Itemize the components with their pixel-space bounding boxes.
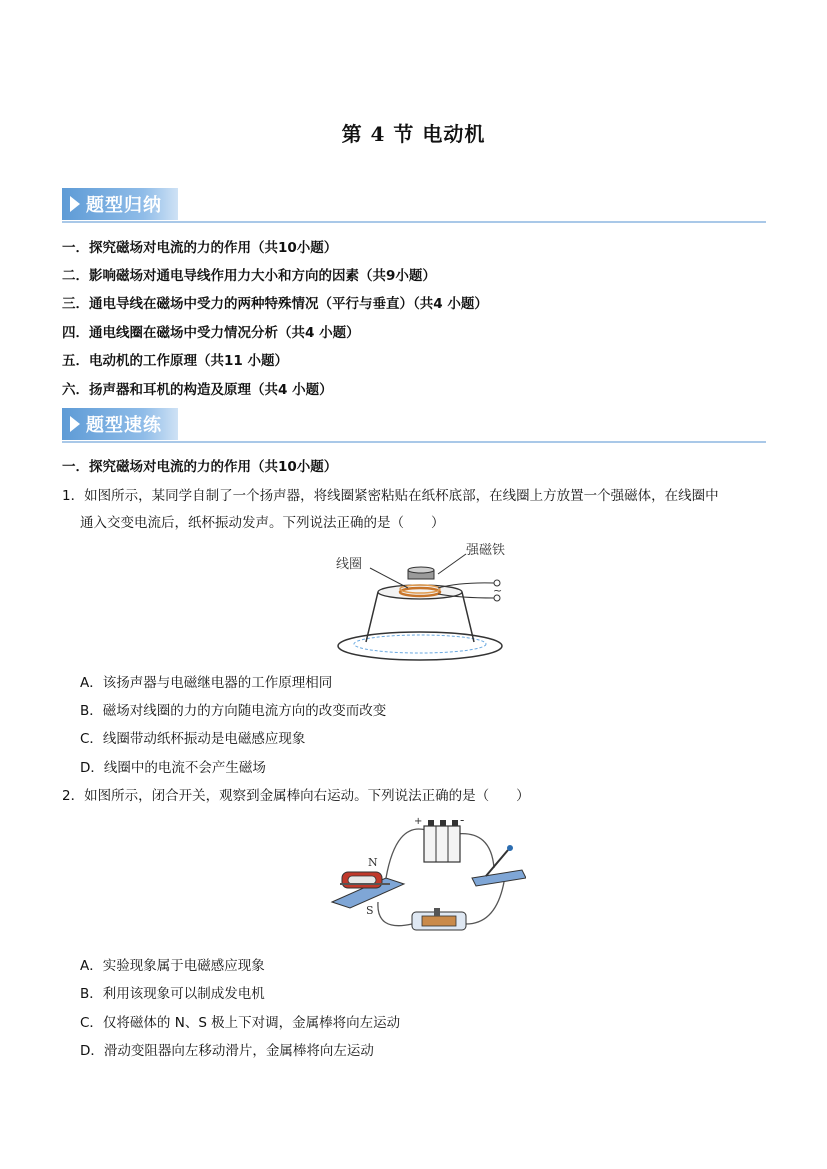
toc-item: 三．通电导线在磁场中受力的两种特殊情况（平行与垂直）（共4 小题） — [62, 296, 488, 312]
q1-option-a: A．该扬声器与电磁继电器的工作原理相同 — [80, 675, 333, 691]
toc-item: 一．探究磁场对电流的力的作用（共10小题） — [62, 240, 338, 256]
arrow-icon — [70, 416, 80, 432]
toc-item: 六．扬声器和耳机的构造及原理（共4 小题） — [62, 382, 333, 398]
ac-symbol: ~ — [493, 584, 503, 597]
speaker-diagram — [330, 538, 510, 664]
arrow-icon — [70, 196, 80, 212]
q2-option-c: C．仅将磁体的 N、S 极上下对调，金属棒将向左运动 — [80, 1015, 401, 1031]
south-pole-label: S — [366, 904, 374, 917]
question-1-text: 1．如图所示，某同学自制了一个扬声器，将线圈紧密粘贴在纸杯底部，在线圈上方放置一个强磁体，在线圈中 — [62, 488, 719, 504]
north-pole-label: N — [368, 856, 378, 869]
q1-option-c: C．线圈带动纸杯振动是电磁感应现象 — [80, 731, 306, 747]
magnet-label: 强磁铁 — [466, 543, 506, 558]
banner-label: 题型速练 — [86, 415, 162, 436]
question-1-text-cont: 通入交变电流后，纸杯振动发声。下列说法正确的是（ ） — [80, 515, 445, 531]
plus-symbol: + — [414, 816, 423, 827]
q2-option-b: B．利用该现象可以制成发电机 — [80, 986, 265, 1002]
toc-item: 四．通电线圈在磁场中受力情况分析（共4 小题） — [62, 325, 360, 341]
toc-item: 五．电动机的工作原理（共11 小题） — [62, 353, 288, 369]
section-banner-summary — [62, 188, 766, 222]
motor-experiment-diagram — [326, 812, 526, 944]
divider — [62, 441, 766, 443]
divider — [62, 221, 766, 223]
minus-symbol: - — [460, 813, 465, 827]
section-banner-practice — [62, 408, 766, 442]
coil-label: 线圈 — [336, 557, 363, 572]
q2-option-d: D．滑动变阻器向左移动滑片，金属棒将向左运动 — [80, 1043, 374, 1059]
section-heading: 一．探究磁场对电流的力的作用（共10小题） — [62, 459, 338, 475]
q1-option-d: D．线圈中的电流不会产生磁场 — [80, 760, 266, 776]
q2-option-a: A．实验现象属于电磁感应现象 — [80, 958, 265, 974]
question-2-text: 2．如图所示，闭合开关，观察到金属棒向右运动。下列说法正确的是（ ） — [62, 788, 530, 804]
banner-label: 题型归纳 — [86, 195, 162, 216]
toc-item: 二．影响磁场对通电导线作用力大小和方向的因素（共9小题） — [62, 268, 436, 284]
page-title: 第 4 节 电动机 — [341, 122, 486, 146]
q1-option-b: B．磁场对线圈的力的方向随电流方向的改变而改变 — [80, 703, 387, 719]
